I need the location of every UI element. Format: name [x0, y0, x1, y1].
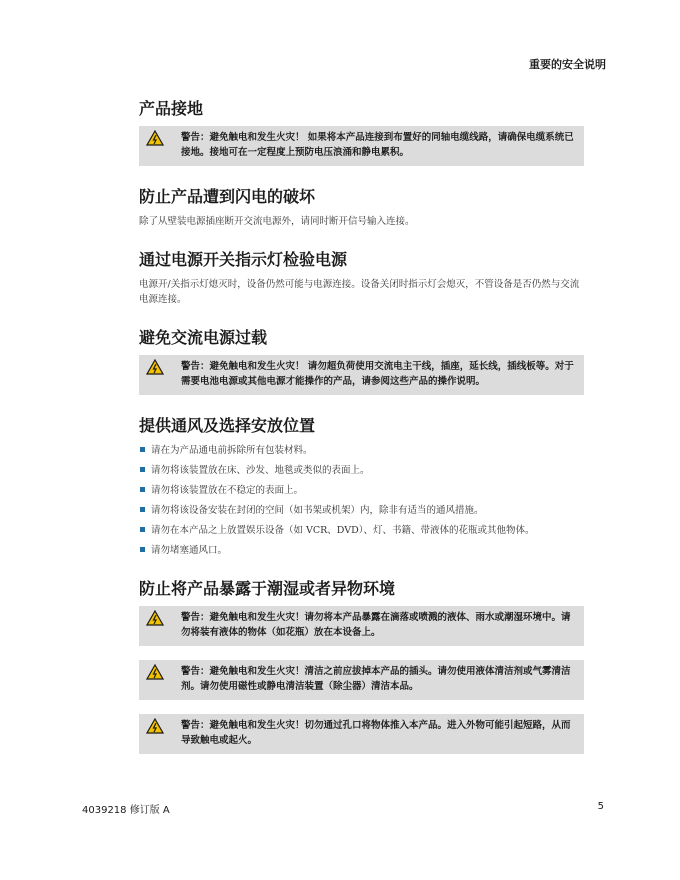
section-ventilation	[139, 415, 584, 558]
warning-triangle-icon	[146, 130, 164, 146]
section-title: 避免交流电源过载	[139, 328, 268, 347]
section-title: 防止将产品暴露于潮湿或者异物环境	[139, 579, 396, 598]
bullet-square-icon	[140, 507, 145, 512]
list-item-text: 请勿将该装置放在不稳定的表面上。	[151, 485, 304, 496]
list-item-text: 请勿将该装置放在床、沙发、地毯或类似的表面上。	[151, 465, 370, 476]
warning-triangle-icon	[146, 718, 164, 734]
warning-box	[139, 660, 584, 700]
warning-text: 警告：避免触电和发生火灾！ 请勿超负荷使用交流电主干线，插座，延长线，插线板等。对于需要电池电源或其他电源才能操作的产品，请参阅这些产品的操作说明。	[181, 361, 574, 387]
bullet-list	[139, 443, 584, 558]
section-title: 提供通风及选择安放位置	[139, 416, 316, 435]
list-item-text: 请勿将该设备安装在封闭的空间（如书架或机架）内，除非有适当的通风措施。	[151, 505, 484, 516]
section-grounding	[139, 98, 584, 166]
body-paragraph: 电源开/关指示灯熄灭时，设备仍然可能与电源连接。设备关闭时指示灯会熄灭，不管设备是否仍然与交流电源连接。	[139, 279, 580, 305]
footer-doc-id: 4039218 修订版 A	[82, 805, 170, 816]
warning-text: 警告：避免触电和发生火灾！请勿将本产品暴露在滴落或喷溅的液体、雨水或潮湿环境中。请勿将装有液体的物体（如花瓶）放在本设备上。	[181, 612, 571, 638]
bullet-square-icon	[140, 527, 145, 532]
warning-box	[139, 355, 584, 395]
warning-text: 警告：避免触电和发生火灾！清洁之前应拔掉本产品的插头。请勿使用液体清洁剂或气雾清洁剂。请勿使用磁性或静电清洁装置（除尘器）清洁本品。	[181, 666, 571, 692]
warning-box	[139, 714, 584, 754]
list-item	[139, 463, 584, 478]
list-item	[139, 543, 584, 558]
warning-triangle-icon	[146, 610, 164, 626]
list-item	[139, 483, 584, 498]
warning-box	[139, 126, 584, 166]
bullet-square-icon	[140, 547, 145, 552]
bullet-square-icon	[140, 467, 145, 472]
section-overload	[139, 327, 584, 395]
footer-page-number: 5	[597, 801, 604, 812]
list-item	[139, 443, 584, 458]
list-item	[139, 503, 584, 518]
section-title: 产品接地	[139, 99, 204, 118]
section-lightning	[139, 186, 584, 229]
body-paragraph: 除了从壁装电源插座断开交流电源外，请同时断开信号输入连接。	[139, 216, 415, 227]
content-area	[139, 98, 584, 774]
warning-triangle-icon	[146, 664, 164, 680]
list-item-text: 请在为产品通电前拆除所有包装材料。	[151, 445, 313, 456]
warning-text: 警告：避免触电和发生火灾！切勿通过孔口将物体推入本产品。进入外物可能引起短路，从而导致触电或起火。	[181, 720, 571, 746]
list-item-text: 请勿堵塞通风口。	[151, 545, 228, 556]
list-item	[139, 523, 584, 538]
running-header: 重要的安全说明	[529, 58, 606, 71]
list-item-text: 请勿在本产品之上放置娱乐设备（如 VCR、DVD）、灯、书籍、带液体的花瓶或其他物体。	[151, 525, 535, 536]
warning-text: 警告：避免触电和发生火灾！ 如果将本产品连接到布置好的同轴电缆线路，请确保电缆系统已接地。接地可在一定程度上预防电压浪涌和静电累积。	[181, 132, 574, 158]
warning-box	[139, 606, 584, 646]
warning-triangle-icon	[146, 359, 164, 375]
section-title: 通过电源开关指示灯检验电源	[139, 250, 348, 269]
section-title: 防止产品遭到闪电的破坏	[139, 187, 316, 206]
section-power-indicator	[139, 249, 584, 307]
bullet-square-icon	[140, 447, 145, 452]
bullet-square-icon	[140, 487, 145, 492]
section-moisture	[139, 578, 584, 754]
